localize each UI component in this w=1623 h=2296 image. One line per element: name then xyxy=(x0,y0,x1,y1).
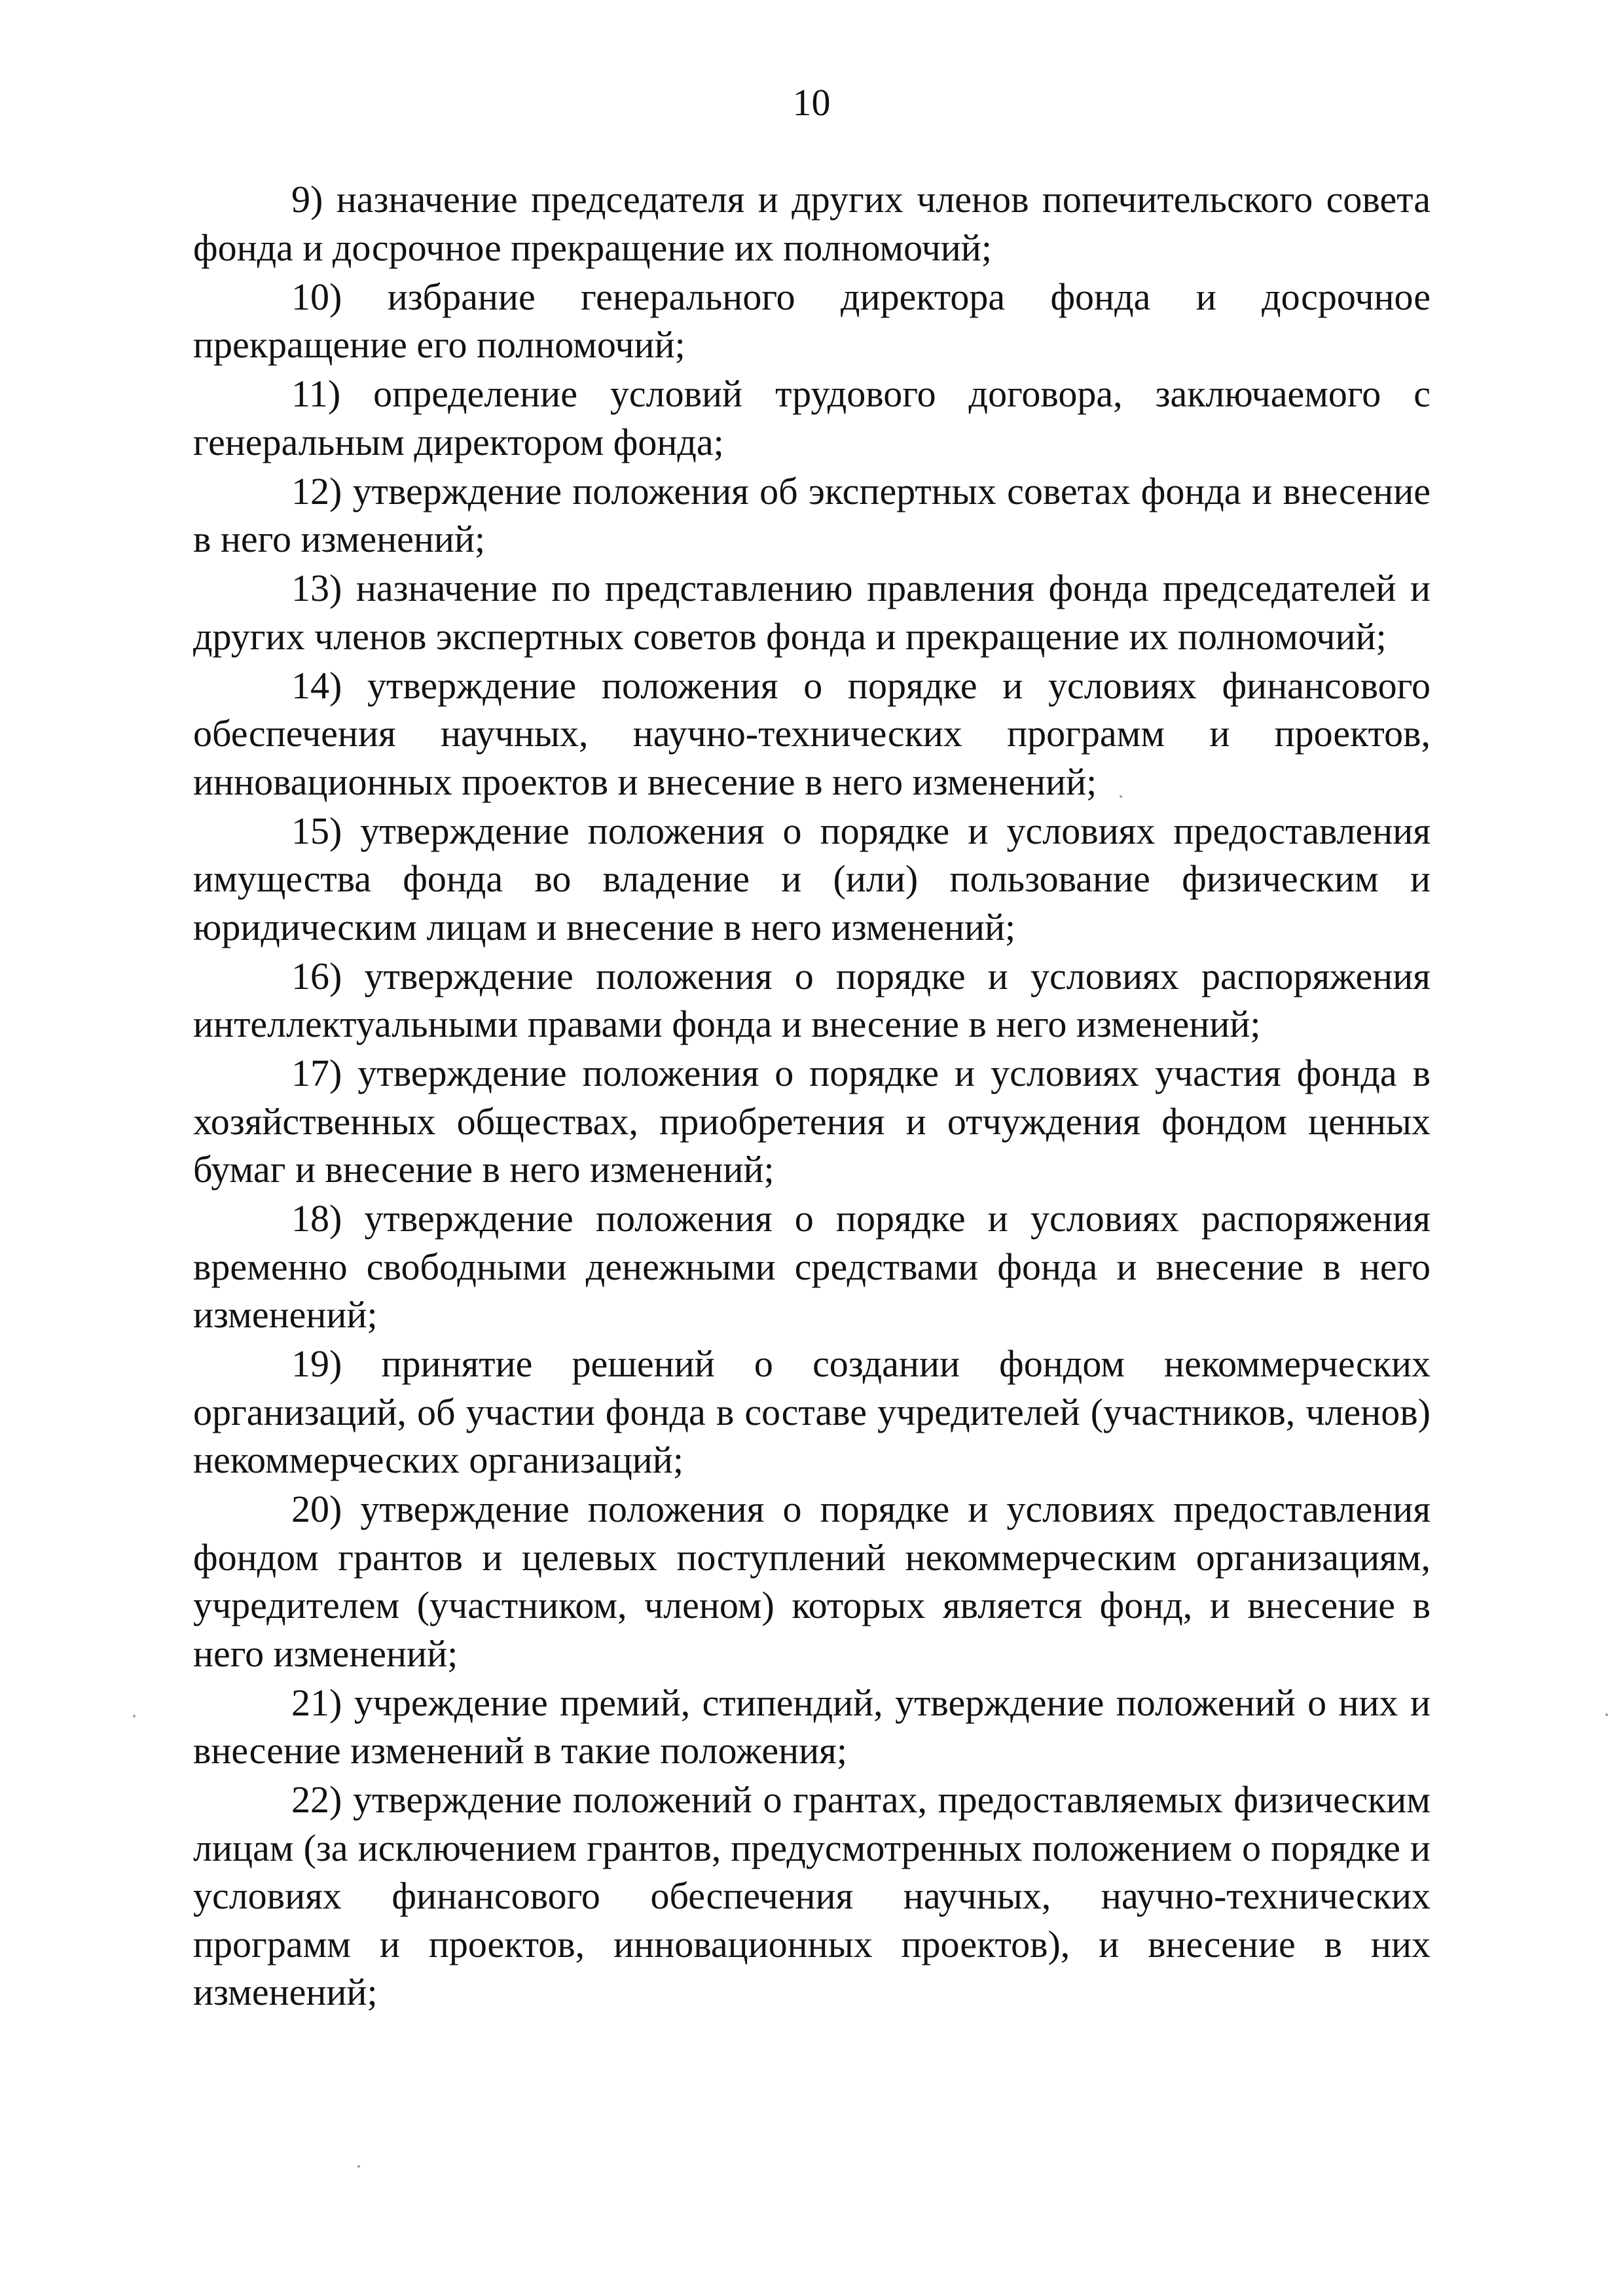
list-item: 11) определение условий трудового договора, заключаемого с генеральным директором фонда; xyxy=(193,372,1431,463)
list-item: 17) утверждение положения о порядке и условиях участия фонда в хозяйственных обществах, приобретения и отчуждения фондом ценных бумаг и внесение в него изменений; xyxy=(193,1052,1431,1191)
scan-speck xyxy=(1605,1713,1608,1716)
list-item: 15) утверждение положения о порядке и условиях предоставления имущества фонда во владение и (или) пользование физическим и юридическим лицам и внесение в него изменений; xyxy=(193,809,1431,948)
list-item: 16) утверждение положения о порядке и условиях распоряжения интеллектуальными правами фонда и внесение в него изменений; xyxy=(193,954,1431,1045)
list-item: 20) утверждение положения о порядке и условиях предоставления фондом грантов и целевых поступлений некоммерческим организациям, учредителем (участником, членом) которых является фонд, и внесение в него изменений; xyxy=(193,1488,1431,1675)
list-item: 12) утверждение положения об экспертных советах фонда и внесение в него изменений; xyxy=(193,469,1431,560)
list-item: 22) утверждение положений о грантах, предоставляемых физическим лицам (за исключением грантов, предусмотренных положением о порядке и условиях финансового обеспечения научных, научно-технических программ и проектов, инновационных проектов), и внесение в них изменений; xyxy=(193,1778,1431,2013)
page-number: 10 xyxy=(792,81,831,124)
list-item: 21) учреждение премий, стипендий, утверждение положений о них и внесение изменений в такие положения; xyxy=(193,1681,1431,1772)
list-item: 13) назначение по представлению правления фонда председателей и других членов экспертных советов фонда и прекращение их полномочий; xyxy=(193,567,1431,658)
scan-speck xyxy=(357,2165,360,2168)
list-item: 18) утверждение положения о порядке и условиях распоряжения временно свободными денежными средствами фонда и внесение в него изменений; xyxy=(193,1197,1431,1336)
list-item: 19) принятие решений о создании фондом некоммерческих организаций, об участии фонда в составе учредителей (участников, членов) некоммерческих организаций; xyxy=(193,1342,1431,1481)
scan-speck xyxy=(1120,795,1122,798)
scan-speck xyxy=(133,1715,136,1717)
list-item: 14) утверждение положения о порядке и условиях финансового обеспечения научных, научно-технических программ и проектов, инновационных проектов и внесение в него изменений; xyxy=(193,664,1431,803)
list-item: 10) избрание генерального директора фонда и досрочное прекращение его полномочий; xyxy=(193,275,1431,366)
list-item: 9) назначение председателя и других членов попечительского совета фонда и досрочное прекращение их полномочий; xyxy=(193,178,1431,269)
document-body xyxy=(193,175,1431,2017)
